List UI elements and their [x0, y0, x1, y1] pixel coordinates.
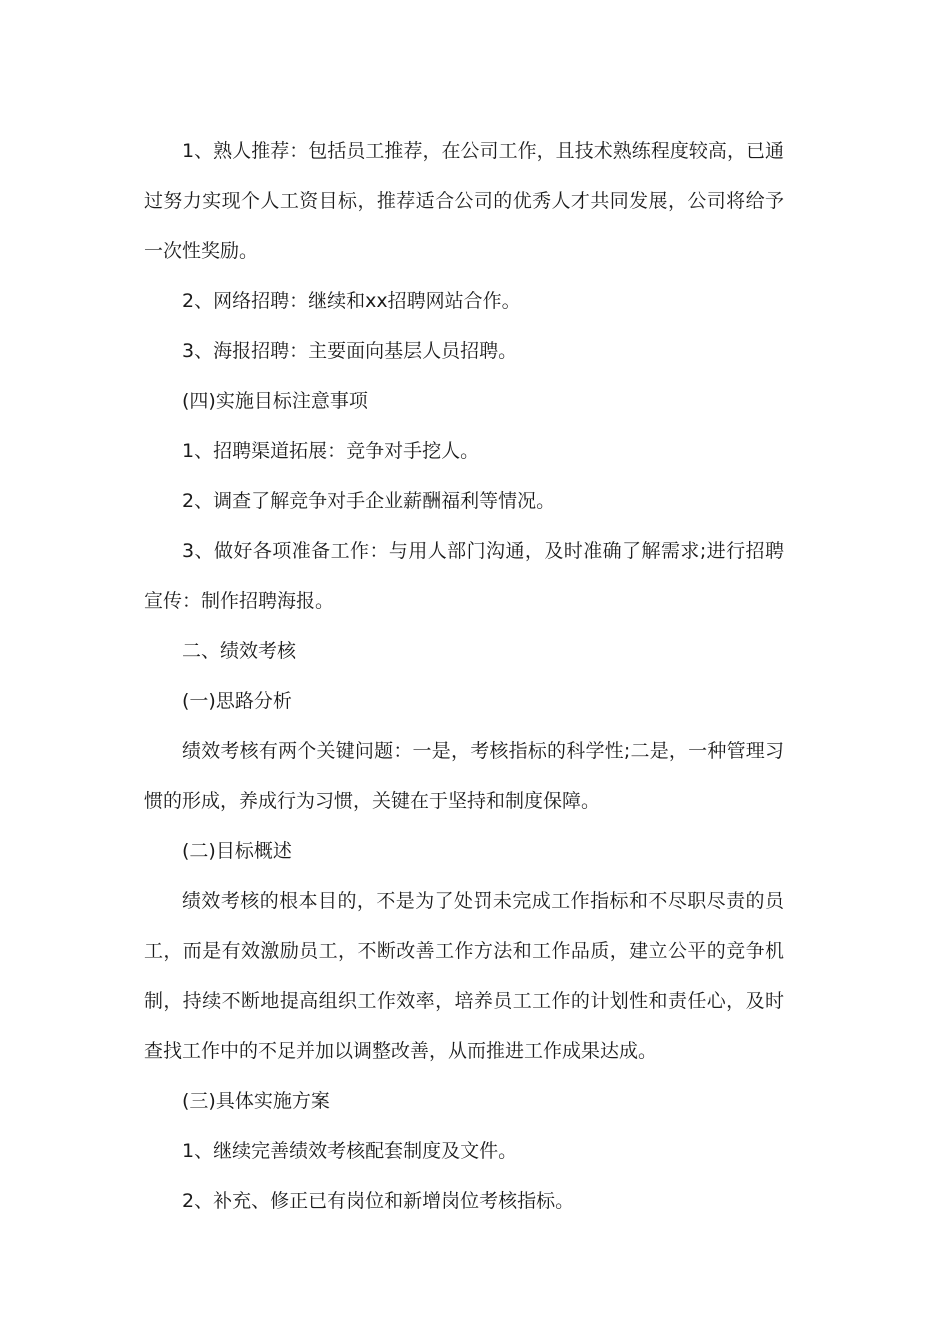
- heading-performance-appraisal: 二、绩效考核: [182, 640, 297, 662]
- paragraph-channel-expansion: 1、招聘渠道拓展：竞争对手挖人。: [182, 440, 480, 462]
- paragraph-preparation-work: 3、做好各项准备工作：与用人部门沟通，及时准确了解需求;进行招聘宣传：制作招聘海报。: [144, 540, 784, 612]
- paragraph-referral-recruiting: 1、熟人推荐：包括员工推荐，在公司工作，且技术熟练程度较高，已通过努力实现个人工资目标，推荐适合公司的优秀人才共同发展，公司将给予一次性奖励。: [144, 140, 784, 262]
- heading-implementation-plan: (三)具体实施方案: [182, 1090, 330, 1112]
- paragraph-revise-indicators: 2、补充、修正已有岗位和新增岗位考核指标。: [182, 1190, 575, 1212]
- paragraph-competitor-survey: 2、调查了解竞争对手企业薪酬福利等情况。: [182, 490, 556, 512]
- paragraph-online-recruiting: 2、网络招聘：继续和xx招聘网站合作。: [182, 290, 521, 312]
- paragraph-fundamental-purpose: 绩效考核的根本目的，不是为了处罚未完成工作指标和不尽职尽责的员工，而是有效激励员工，不断改善工作方法和工作品质，建立公平的竞争机制，持续不断地提高组织工作效率，培养员工工作的计划性和责任心，及时查找工作中的不足并加以调整改善，从而推进工作成果达成。: [144, 890, 784, 1062]
- paragraph-poster-recruiting: 3、海报招聘：主要面向基层人员招聘。: [182, 340, 518, 362]
- heading-thinking-analysis: (一)思路分析: [182, 690, 292, 712]
- paragraph-improve-system: 1、继续完善绩效考核配套制度及文件。: [182, 1140, 518, 1162]
- heading-objective-overview: (二)目标概述: [182, 840, 292, 862]
- document-body: [144, 126, 784, 1226]
- heading-implementation-notes: (四)实施目标注意事项: [182, 390, 368, 412]
- paragraph-key-issues: 绩效考核有两个关键问题：一是，考核指标的科学性;二是，一种管理习惯的形成，养成行为习惯，关键在于坚持和制度保障。: [144, 740, 784, 812]
